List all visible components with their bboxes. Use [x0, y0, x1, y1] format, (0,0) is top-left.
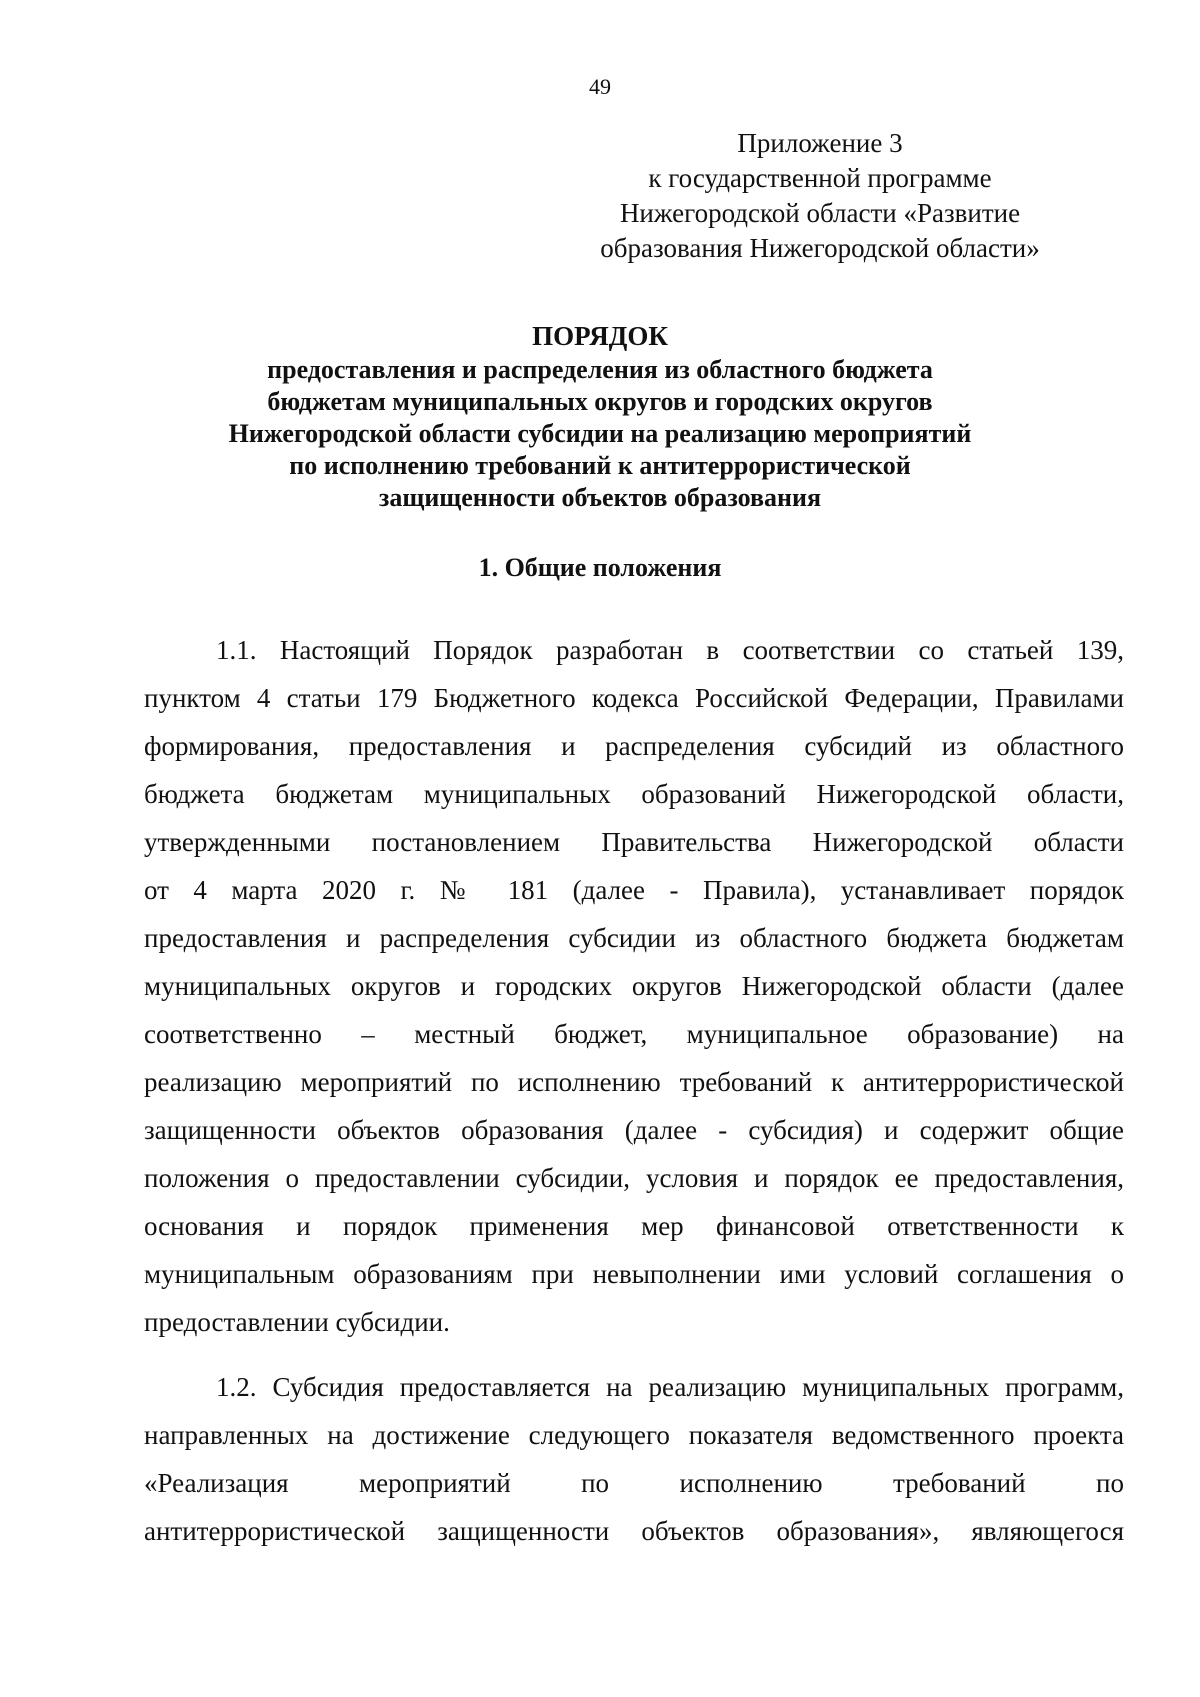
text-line: соответственно – местный бюджет, муниципальное образование) на [144, 1019, 1124, 1049]
text-line: антитеррористической защищенности объектов образования», являющегося [144, 1516, 1124, 1546]
subtitle-line: Нижегородской области субсидии на реализацию мероприятий [228, 419, 972, 448]
text-line: утвержденными постановлением Правительства Нижегородской области [144, 827, 1124, 857]
text-line: основания и порядок применения мер финансовой ответственности к [144, 1211, 1124, 1241]
section-heading: 1. Общие положения [478, 553, 722, 582]
text-line: предоставления и распределения субсидии из областного бюджета бюджетам [144, 923, 1124, 953]
text-line: защищенности объектов образования (далее - субсидия) и содержит общие [144, 1115, 1124, 1145]
text-line: формирования, предоставления и распределения субсидий из областного [144, 731, 1124, 761]
document-subtitle [0, 354, 1200, 514]
appendix-reference [560, 126, 1080, 266]
text-line: «Реализация мероприятий по исполнению требований по [144, 1468, 1124, 1498]
appendix-line: к государственной программе [648, 163, 992, 193]
page-number: 49 [589, 74, 611, 99]
subtitle-line: защищенности объектов образования [378, 483, 822, 512]
appendix-line: образования Нижегородской области» [600, 233, 1040, 263]
text-line: бюджета бюджетам муниципальных образований Нижегородской области, [144, 779, 1124, 809]
text-line: положения о предоставлении субсидии, условия и порядок ее предоставления, [144, 1163, 1124, 1193]
text-line: направленных на достижение следующего показателя ведомственного проекта [144, 1420, 1124, 1450]
paragraph-1-1 [144, 626, 1124, 1346]
text-line: 1.2. Субсидия предоставляется на реализацию муниципальных программ, [216, 1372, 1124, 1402]
text-line: муниципальных округов и городских округов Нижегородской области (далее [144, 971, 1124, 1001]
subtitle-line: бюджетам муниципальных округов и городских округов [267, 387, 933, 416]
text-line: от 4 марта 2020 г. № 181 (далее - Правила), устанавливает порядок [144, 875, 1124, 905]
text-line: реализацию мероприятий по исполнению требований к антитеррористической [144, 1067, 1124, 1097]
subtitle-line: по исполнению требований к антитеррористической [289, 451, 911, 480]
document-title: ПОРЯДОК [532, 321, 668, 351]
text-line: муниципальным образованиям при невыполнении ими условий соглашения о [144, 1259, 1124, 1289]
text-line: пунктом 4 статьи 179 Бюджетного кодекса Российской Федерации, Правилами [144, 683, 1124, 713]
appendix-line: Нижегородской области «Развитие [619, 198, 1021, 228]
text-line: 1.1. Настоящий Порядок разработан в соответствии со статьей 139, [216, 635, 1124, 665]
appendix-line: Приложение 3 [737, 128, 903, 158]
paragraph-1-2 [144, 1363, 1124, 1555]
text-line: предоставлении субсидии. [144, 1307, 450, 1337]
subtitle-line: предоставления и распределения из областного бюджета [267, 355, 933, 384]
